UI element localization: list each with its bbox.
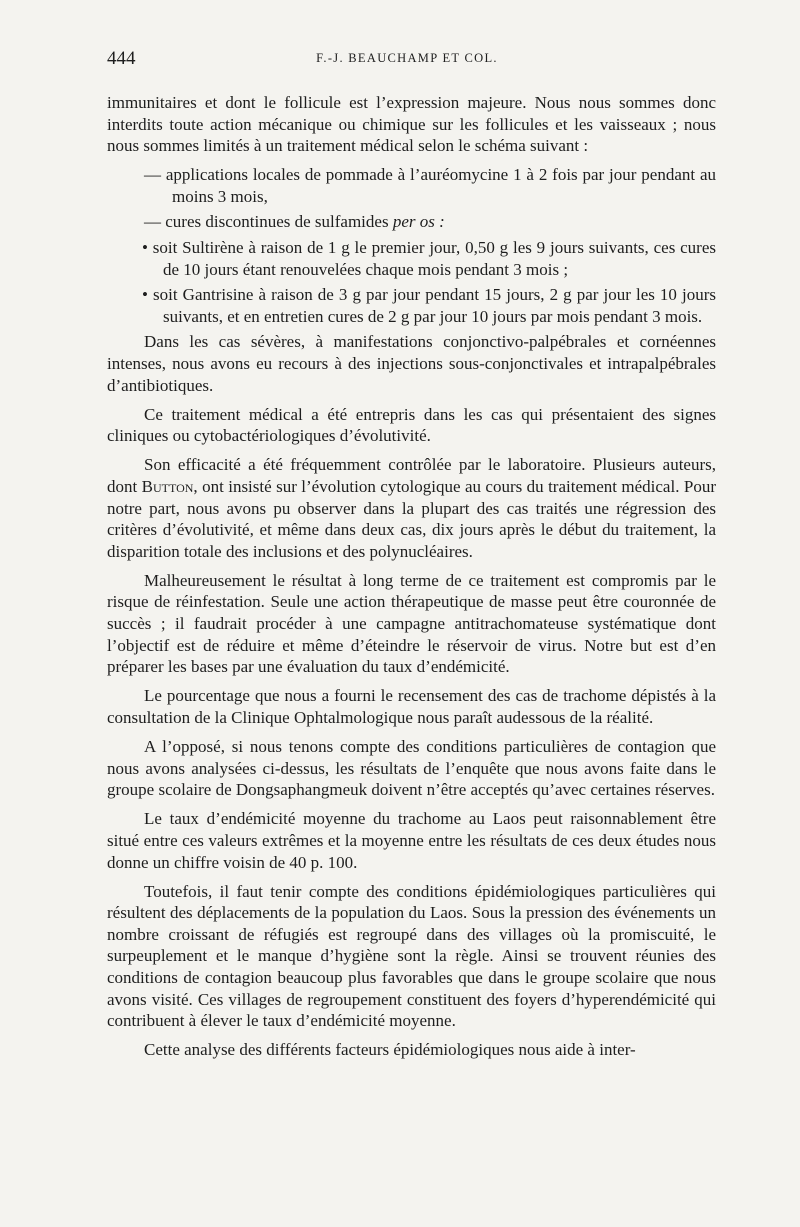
page-number: 444 (107, 48, 136, 69)
page-header (107, 48, 707, 74)
paragraph: Le taux d’endémicité moyenne du trachome au Laos peut raisonnablement être situé entre ces valeurs extrêmes et la moyenne entre les résultats de ces deux études nous donne un chiffre voisin de 40 p. 100. (107, 809, 716, 872)
author-name: Button (141, 477, 194, 496)
paragraph: A l’opposé, si nous tenons compte des conditions particulières de contagion que nous avons analysées ci-dessus, les résultats de l’enquête que nous avons faite dans le groupe scolaire de Dongsaphangmeuk doivent n’être acceptés qu’avec certaines réserves. (107, 737, 716, 800)
paragraph-last: Cette analyse des différents facteurs épidémiologiques nous aide à inter- (144, 1040, 636, 1060)
paragraph-continuation: immunitaires et dont le follicule est l’expression majeure. Nous nous sommes donc interdits toute action mécanique ou chimique sur les follicules et les vaisseaux ; nous nous sommes limités à un traitement médical selon le schéma suivant : (107, 93, 716, 156)
paragraph (107, 454, 716, 562)
paragraph-text: , ont insisté sur l’évolution cytologique au cours du traitement médical. Pour notre part, nous avons pu observer dans la plupart des cas traités une régression des critères d’évolutivité, et même dans deux cas, dix jours après le début du traitement, la disparition totale des inclusions et des polynucléaires. (107, 477, 716, 561)
body-text (107, 92, 716, 1068)
bullet-item-sultirene: • soit Sultirène à raison de 1 g le premier jour, 0,50 g les 9 jours suivants, ces cures de 10 jours étant renouvelées chaque mois pendant 3 mois ; (142, 238, 716, 279)
bullet-item-gantrisine: • soit Gantrisine à raison de 3 g par jour pendant 15 jours, 2 g par jour les 10 jours suivants, et en entretien cures de 2 g par jour 10 jours par mois pendant 3 mois. (142, 285, 716, 326)
paragraph: Toutefois, il faut tenir compte des conditions épidémiologiques particulières qui résultent des déplacements de la population du Laos. Sous la pression des événements un nombre croissant de réfugiés est regroupé dans des villages où la promiscuité, le surpeuplement et le manque d’hygiène sont la règle. Ainsi se trouvent réunies des conditions de contagion beaucoup plus favorables que dans le groupe scolaire que nous avons visité. Ces villages de regroupement constituent des foyers d’hyperendémicité qui contribuent à élever le taux d’endémicité moyenne. (107, 881, 716, 1031)
paragraph: Le pourcentage que nous a fourni le recensement des cas de trachome dépistés à la consultation de la Clinique Ophtalmologique nous paraît audessous de la réalité. (107, 686, 716, 727)
running-head: F.-J. BEAUCHAMP ET COL. (316, 51, 498, 65)
dash-item-pommade: — applications locales de pommade à l’auréomycine 1 à 2 fois par jour pendant au moins 3 mois, (144, 165, 716, 206)
dash-item-sulfamides (107, 211, 716, 233)
paragraph: Dans les cas sévères, à manifestations conjonctivo-palpébrales et cornéennes intenses, nous avons eu recours à des injections sous-conjonctivales et intrapalpébrales d’antibiotiques. (107, 332, 716, 395)
dash-item-text: — cures discontinues de sulfamides (144, 212, 393, 232)
paragraph-text: Son efficacité a été fréquemment contrôlée par le laboratoire. Plusieurs auteurs, dont (107, 455, 716, 496)
dash-item-italic: per os : (392, 212, 445, 232)
paragraph: Ce traitement médical a été entrepris dans les cas qui présentaient des signes cliniques ou cytobactériologiques d’évolutivité. (107, 404, 716, 446)
paragraph: Malheureusement le résultat à long terme de ce traitement est compromis par le risque de réinfestation. Seule une action thérapeutique de masse peut être couronnée de succès ; il faudrait procéder à une campagne antitrachomateuse systématique dont l’objectif est de réduire et même d’éteindre le réservoir de virus. Notre but est d’en préparer les bases par une évaluation du taux d’endémicité. (107, 570, 716, 677)
